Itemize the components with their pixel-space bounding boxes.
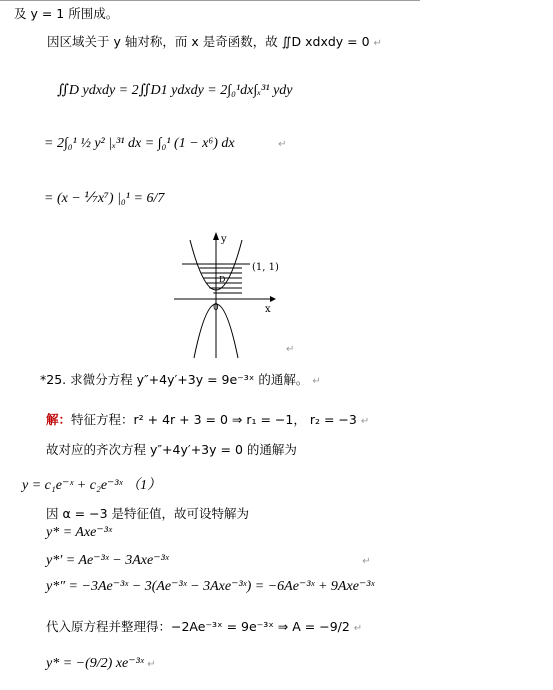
solution-label: 解： xyxy=(46,412,72,427)
text-line-10 xyxy=(46,504,249,522)
region-label: D xyxy=(219,275,226,284)
equation-line-15 xyxy=(46,655,156,672)
x-axis-arrow xyxy=(270,296,276,302)
equation-line-9 xyxy=(22,474,161,494)
line-13-text: y*″ = −3Ae⁻³ˣ − 3(Ae⁻³ˣ − 3Axe⁻³ˣ) = −6Ae⁻³ˣ + 9Axe⁻³ˣ xyxy=(46,579,375,594)
paragraph-mark: ↵ xyxy=(362,556,371,567)
paragraph-mark: ↵ xyxy=(373,38,382,49)
line-12-text: y*′ = Ae⁻³ˣ − 3Axe⁻³ˣ xyxy=(46,553,169,568)
problem-25 xyxy=(40,370,321,388)
line-15-text: y* = −(9/2) xe⁻³ˣ xyxy=(46,656,144,671)
paragraph-mark: ↵ xyxy=(360,416,370,427)
top-rule xyxy=(0,0,420,1)
line-11-text: y* = Axe⁻³ˣ xyxy=(46,525,112,540)
line-5-text: = (x − ⅐x⁷) |₀¹ = 6/7 xyxy=(44,191,165,206)
equation-line-12 xyxy=(46,552,371,569)
paragraph-mark: ↵ xyxy=(286,344,295,355)
equation-line-13 xyxy=(46,578,374,595)
line-8-text: 故对应的齐次方程 y″+4y′+3y = 0 的通解为 xyxy=(46,442,297,457)
solution-line xyxy=(46,410,369,428)
equation-line-4 xyxy=(44,136,287,152)
region-figure xyxy=(172,230,302,360)
y-axis-arrow xyxy=(213,232,219,240)
line-9-text: y = c₁e⁻ˣ + c₂e⁻³ˣ （1） xyxy=(22,478,162,493)
equation-line-5 xyxy=(44,190,164,207)
hatch-lines xyxy=(182,268,247,293)
line-7-text: 特征方程：r² + 4r + 3 = 0 ⇒ r₁ = −1， r₂ = −3 xyxy=(71,412,357,427)
paragraph-mark: ↵ xyxy=(278,139,287,150)
text-line-14 xyxy=(46,617,362,635)
line-14-text: 代入原方程并整理得：−2Ae⁻³ˣ = 9e⁻³ˣ ⇒ A = −9/2 xyxy=(46,619,350,634)
origin-label: 0 xyxy=(213,303,219,313)
paragraph-mark: ↵ xyxy=(312,376,321,387)
paragraph-mark: ↵ xyxy=(147,659,156,670)
line-2-text: 因区域关于 y 轴对称，而 x 是奇函数，故 ∬D xdxdy = 0 xyxy=(47,34,370,49)
line-1-text: 及 y = 1 所围成。 xyxy=(14,6,119,21)
equation-line-3 xyxy=(57,82,293,99)
equation-line-11 xyxy=(46,524,112,541)
y-axis-label: y xyxy=(221,234,227,245)
x-axis-label: x xyxy=(265,304,271,315)
text-line-8 xyxy=(46,440,297,458)
line-4-text: = 2∫₀¹ ½ y² |ₓ³¹ dx = ∫₀¹ (1 − x⁶) dx xyxy=(44,136,235,151)
text-line-2 xyxy=(47,32,382,50)
line-10-text: 因 α = −3 是特征值，故可设特解为 xyxy=(46,506,250,521)
line-6-text: *25. 求微分方程 y″+4y′+3y = 9e⁻³ˣ 的通解。 xyxy=(40,372,309,387)
paragraph-mark: ↵ xyxy=(353,623,363,634)
line-3-text: ∬D ydxdy = 2∬D1 ydxdy = 2∫₀¹dx∫ₓ³¹ ydy xyxy=(57,83,293,98)
text-line-1 xyxy=(14,4,118,22)
point-label: (1, 1) xyxy=(252,262,279,273)
